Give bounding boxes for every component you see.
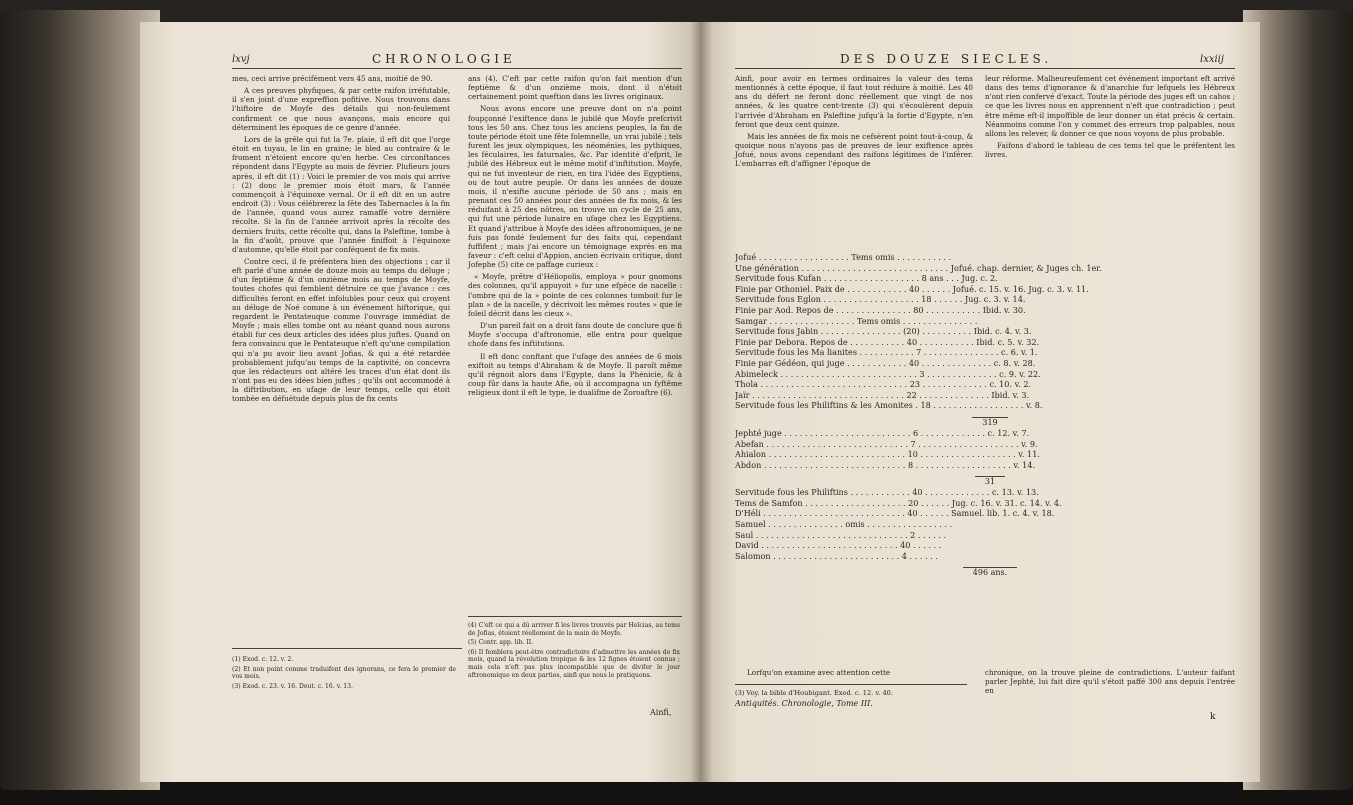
table-row: Jofué . . . . . . . . . . . . . . . . . . Tems omis . . . . . . . . . . .: [735, 252, 952, 262]
left-column-2: [468, 74, 682, 609]
table-row: Servitude fous Kufan . . . . . . . . . . . . . . . . . . . 8 ans . . . Jug. c. 2.: [735, 273, 998, 284]
left-header-rule: [232, 68, 682, 69]
paragraph: Faifons d'abord le tableau de ces tems tel que le préfentent les livres.: [985, 141, 1235, 160]
table-row: Finie par Othoniel. Paix de . . . . . . . . . . . . 40 . . . . . . Jofué. c. 15. v. 16. Jug. c. 3. v. 11.: [735, 283, 1089, 294]
paragraph: Mais les années de fix mois ne cefsèrent point tout-à-coup, & quoique nous n'ayons pas de preuves de leur exiftence après Jofué, nous avons cependant des raifons légitimes de l'inférer. L'embarras eft d'affigner l'époque de: [735, 131, 973, 169]
footnote-rule: [468, 616, 682, 617]
table-row: Servitude fous Jabin . . . . . . . . . . . . . . . . (20) . . . . . . . . . . Ibid. c. 4. v. 3.: [735, 326, 1032, 337]
paragraph: Lors de la grêle qui fut la 7e. plaie, il eft dit que l'orge étoit en tuyau, le lin en graine; le bled au contraire & le froment n'étoient encore qu'en herbe. Ces circonftances répondent dans l'Egypte au mois de février. Plufieurs jours après, il eft dit (1) : Voici le premier de vos mois qui arrive : (2) donc le premier mois étoit mars, & l'année commençoit à l'équinoxe vernal. Or il eft dit en un autre endroit (3) : Vous célébrerez la fête des Tabernacles à la fin de l'année, quand vous aurez ramaffé votre dernière récolte. Si la fin de l'année arrivoit après la récolte des derniers fruits, cette récolte qui, dans la Paleftine, tombe à la fin d'août, prouve que l'année finiffoit à l'équinoxe d'automne, qu'elle étoit par conféquent de fix mois.: [232, 134, 450, 254]
table-row: Jephté juge . . . . . . . . . . . . . . . . . . . . . . . . . 6 . . . . . . . . . . . . . c. 12. v. 7.: [735, 427, 1030, 438]
table-row: Finie par Gédéon, qui juge . . . . . . . . . . . . 40 . . . . . . . . . . . . . . c. 8. v. 28.: [735, 357, 1036, 368]
footnote: (4) C'eft ce qui a dû arriver fi les livres trouvés par Helcias, au tems de Jofias, étoient réellement de la main de Moyfe.: [468, 622, 680, 637]
paragraph: A ces preuves phyfiques, & par cette raifon irréfutable, il s'en joint d'une expreffion pofitive. Nous trouvons dans l'hiftoire de Moyfe des détails qui non-feulement confirment ce que nous avançons, mais encore qui déterminent les époques de ce genre d'année.: [232, 86, 450, 132]
table-row: Servitude fous les Philiftins . . . . . . . . . . . . 40 . . . . . . . . . . . . . c. 13. v. 13.: [735, 487, 1039, 498]
footnote: (3) Voy. la bible d'Houbigant. Exod. c. 12. v. 40.: [735, 689, 893, 697]
left-col2-footnotes: [468, 622, 680, 681]
quotation: « Moyfe, prêtre d'Héliopolis, employa » pour gnomons des colonnes, qu'il appuyoit » fur une efpèce de nacelle : l'ombre qui de la » pointe de ces colonnes tomboit fur le plan » de la nacelle, y décrivoit les mêmes routes » que le foleil décrit dans les cieux ».: [468, 272, 682, 318]
table-row: Abimeleck . . . . . . . . . . . . . . . . . . . . . . . . . . . 3 . . . . . . . . . . . . . . c. 9. v. 22.: [735, 368, 1041, 379]
table-row: Thola . . . . . . . . . . . . . . . . . . . . . . . . . . . . . 23 . . . . . . . . . . . . . c. 10. v. 2.: [735, 379, 1032, 390]
book-gutter: [690, 22, 712, 782]
right-running-head: DES DOUZE SIECLES.: [840, 52, 1053, 66]
paragraph: ans (4). C'eft par cette raifon qu'on fait mention d'un feptième & d'un onzième mois, dont il n'étoit certainement point queftion dans les livres originaux.: [468, 74, 682, 102]
right-column-1: [735, 74, 973, 254]
paragraph: mes, ceci arrive précifément vers 45 ans, moitié de 90.: [232, 74, 433, 83]
footnote: (3) Exod. c. 23. v. 16. Deut. c. 16. v. 13.: [232, 682, 353, 690]
table-row: Servitude fous les Ma lianites . . . . . . . . . . . 7 . . . . . . . . . . . . . . . c. 6. v. 1.: [735, 347, 1038, 358]
right-column-2: [985, 74, 1235, 254]
footnote: (2) Et non point comme traduifent des ignorans, ce fera le premier de vos mois.: [232, 665, 456, 681]
table-row: David . . . . . . . . . . . . . . . . . . . . . . . . . . . 40 . . . . . .: [735, 540, 942, 551]
imprint: Antiquités. Chronologie, Tome III.: [735, 698, 873, 708]
table-subtotal: [735, 417, 1245, 428]
table-row: Jaïr . . . . . . . . . . . . . . . . . . . . . . . . . . . . . . 22 . . . . . . . . . . . . . . Ibid. v. 3.: [735, 389, 1030, 400]
left-column-1: [232, 74, 450, 634]
right-bottom-col-2: [985, 668, 1235, 698]
footnote-rule: [232, 648, 462, 649]
right-header-rule: [735, 68, 1235, 69]
table-row: Abdon . . . . . . . . . . . . . . . . . . . . . . . . . . . . 8 . . . . . . . . . . . . . . . . . . . v. 14.: [735, 459, 1036, 470]
table-row: Saul . . . . . . . . . . . . . . . . . . . . . . . . . . . . . . 2 . . . . . .: [735, 529, 947, 540]
footnote: (6) Il femblera peut-être contradictoire d'admettre les années de fix mois, quand la révolution tropique & les 12 fignes étoient connus ; mais cela n'eft pas plus incompatible que de divifer le jour aftronomique en deux parties, ainfi que nous le pratiquons.: [468, 648, 680, 679]
right-bottom-col-1: [735, 668, 973, 680]
total-value: 496 ans.: [963, 567, 1017, 579]
paragraph: Contre ceci, il fe préfentera bien des objections ; car il eft parlé d'une année de douze mois au temps du déluge ; d'un feptième & d'un onzième mois au temps de Moyfe, toutes chofes qui femblent détruire ce que j'avance : ces difficultés feront en effet infolubles pour ceux qui croyent au déluge de Noé comme à un événement hiftorique, qui regardent le Pentateuque comme l'ouvrage immédiat de Moyfe ; mais elles tombe ont au néant quand nous aurons établi fur ces deux articles des idées plus juftes. Quand on fera convaincu que le Pentateuque n'eft qu'une compilation qui n'a pu avoir lieu avant Jofias, & qui a été retardée probablement jufqu'au temps de la captivité, on concevra que les rédacteurs ont altéré les traces d'un état dont ils n'ont pas eu des idées bien juftes ; qu'ils ont accommodé à la diftribution, en ufage de leur temps, celle qui étoit tombée en défuétude depuis plus de fix cents: [232, 256, 450, 404]
footnote: (5) Contr. app. lib. II.: [468, 639, 534, 647]
table-row: Abefan . . . . . . . . . . . . . . . . . . . . . . . . . . . . 7 . . . . . . . . . . . . . . . . . . . . v. 9.: [735, 438, 1038, 449]
signature-mark: k: [1210, 712, 1216, 722]
table-row: Servitude fous les Philiftins & les Amonites . 18 . . . . . . . . . . . . . . . . . . v. 8.: [735, 400, 1043, 411]
table-row: Tems de Samfon . . . . . . . . . . . . . . . . . . . . 20 . . . . . . Jug. c. 16. v. 31. c. 14. v. 4.: [735, 497, 1062, 508]
table-row: D'Héli . . . . . . . . . . . . . . . . . . . . . . . . . . . . 40 . . . . . . Samuel. lib. 1. c. 4. v. 18.: [735, 508, 1055, 519]
table-subtotal: [735, 476, 1245, 487]
left-page-number: lxvj: [232, 54, 250, 65]
footnote: (1) Exod. c. 12. v. 2.: [232, 656, 294, 663]
paragraph: Nous avons encore une preuve dont on n'a point foupçonné l'exiftence dans le jubilé que Moyfe prefcrivit tous les 50 ans. Chez tous les anciens peuples, la fin de toute période étoit une fête folemnelle, un vrai jubilé ; tels furent les jeux olympiques, les néoménies, les pythiques, les féculaires, les faturnales, &c. Par identité d'efprit, le jubilé des Hébreux eut le même motif d'inftitution. Moyfe, qui ne fut inventeur de rien, en tira l'idée des Egyptiens, ou de tout autre peuple. Or dans les années de douze mois, il n'exifte aucune période de 50 ans ; mais en prenant ces 50 années pour des années de fix mois, & les réduifant à 25 des nôtres, on trouve un cycle de 25 ans, qui fut une période lunaire en ufage chez les Egyptiens. Et quand j'attribue à Moyfe des idées aftronomiques, je ne fuis pas fondé feulement fur des faits qui, cependant fuffifent ; mais j'ai encore un témoignage exprès en ma faveur : c'eft celui d'Appion, ancien écrivain critique, dont Jofephe (5) cite ce paffage curieux :: [468, 104, 683, 270]
chronology-table: [735, 252, 1245, 578]
book-edge-left: [0, 10, 160, 790]
table-row: Une génération . . . . . . . . . . . . . . . . . . . . . . . . . . . . . Jofué. chap. dernier, & Juges ch. 1er.: [735, 262, 1102, 273]
right-footnote: [735, 690, 971, 709]
table-row: Ahialon . . . . . . . . . . . . . . . . . . . . . . . . . . . 10 . . . . . . . . . . . . . . . . . . . v. 11.: [735, 449, 1040, 460]
paragraph: leur réforme. Malheureufement cet événement important eft arrivé dans des tems d'ignorance & d'anarchie fur lefquels les Hébreux n'ont rien confervé d'exact. Toute la période des juges eft un cahos ; ce que les livres nous en apprennent n'eft que contradiction ; peut être même eft-il impoffible de leur donner un état précis & certain. Néanmoins comme l'on y commet des erreurs trop palpables, nous allons les relever, & donner ce que nous voyons de plus probable.: [985, 74, 1235, 138]
left-running-head: CHRONOLOGIE: [372, 52, 516, 66]
table-row: Finie par Aod. Repos de . . . . . . . . . . . . . . . 80 . . . . . . . . . . . Ibid. v. 30.: [735, 304, 1026, 315]
table-row: Salomon . . . . . . . . . . . . . . . . . . . . . . . . . 4 . . . . . .: [735, 550, 938, 561]
paragraph: chronique, on la trouve pleine de contradictions. L'auteur faifant parler Jephté, lui fait dire qu'il s'étoit paffé 300 ans depuis l'entrée en: [985, 668, 1235, 696]
table-row: Samgar . . . . . . . . . . . . . . . . . Tems omis . . . . . . . . . . . . . . .: [735, 315, 978, 326]
subtotal-value: 31: [975, 476, 1005, 488]
paragraph: Ainfi, pour avoir en termes ordinaires la valeur des tems mentionnés à cette époque, il faut tout réduire à moitié. Les 40 ans du défert ne feront donc réellement que vingt de nos années, & les quatre cent-trente (3) qui s'écoulèrent depuis l'arrivée d'Abraham en Paleftine jufqu'à la fortie d'Egypte, n'en feront que deux cent quinze.: [735, 74, 973, 129]
subtotal-value: 319: [972, 417, 1007, 429]
paragraph: D'un pareil fait on a droit fans doute de conclure que fi Moyfe s'occupa d'aftronomie, elle entra pour quelque chofe dans fes inftitutions.: [468, 321, 682, 349]
table-row: Finie par Debora. Repos de . . . . . . . . . . . 40 . . . . . . . . . . . Ibid. c. 5. v. 32.: [735, 336, 1040, 347]
right-page-number: lxxiij: [1200, 54, 1224, 65]
paragraph: Il eft donc conftant que l'ufage des années de 6 mois exiftoit au temps d'Abraham & de Moyfe. Il paroît même qu'il régnoit alors dans l'Egypte, dans la Phénicie, & à coup fûr dans la haute Afie, où il accompagna un fyftême religieux dont il eft le type, le dualifme de Zoroaftre (6).: [468, 351, 682, 398]
table-row: Servitude fous Eglon . . . . . . . . . . . . . . . . . . . 18 . . . . . . Jug. c. 3. v. 14.: [735, 294, 1026, 305]
paragraph: Lorfqu'on examine avec attention cette: [747, 668, 891, 677]
left-col1-footnotes: [232, 656, 456, 692]
footnote-rule: [735, 684, 967, 685]
table-row: Samuel . . . . . . . . . . . . . . . omis . . . . . . . . . . . . . . . . .: [735, 519, 953, 530]
catchword: Ainfi,: [650, 708, 672, 717]
table-total: [735, 567, 1245, 578]
